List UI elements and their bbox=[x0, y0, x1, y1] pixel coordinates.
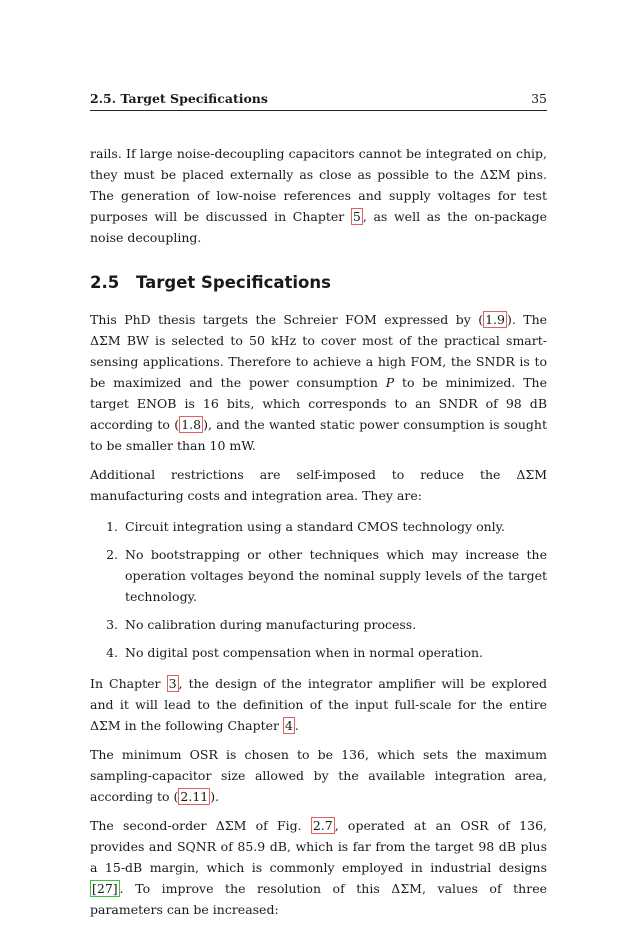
paragraph-restrictions-intro: Additional restrictions are self-imposed to reduce the ΔΣM manufacturing costs and integration area. They are: bbox=[90, 467, 547, 503]
paragraph-fom: This PhD thesis targets the Schreier FOM expressed by ( 1.9 ). The ΔΣM BW is selected to 50 kHz to cover most of the practical smart-sensing applications. Therefore to achieve a high FOM, the SNDR is to be maximized and the power consumption P to be minimized. The target ENOB is 16 bits, which corresponds to an SNDR of 98 dB according to ( 1.8 ), and the wanted static power consumption is sought to be smaller than 10 mW. bbox=[90, 312, 548, 453]
body-text bbox=[90, 143, 547, 928]
equation-1-9-link[interactable]: 1.9 bbox=[485, 312, 505, 327]
chapter-4-link[interactable]: 4 bbox=[284, 718, 293, 733]
variable-p: P bbox=[385, 375, 395, 390]
section-number: 2.5 bbox=[90, 273, 120, 292]
paragraph-sqnr: The second-order ΔΣM of Fig. 2.7 , operated at an OSR of 136, provides and SQNR of 85.9 dB, which is far from the target 98 dB plus a 15-dB margin, which is commonly employed in industrial designs [27] . To improve the resolution of this ΔΣM, values of three parameters can be increased: bbox=[90, 818, 547, 917]
running-header bbox=[90, 91, 547, 111]
figure-2-7-link[interactable]: 2.7 bbox=[312, 818, 333, 833]
paragraph-osr: The minimum OSR is chosen to be 136, which sets the maximum sampling-capacitor size allowed by the available integration area, according to ( 2.11 ). bbox=[90, 747, 547, 804]
page-number: 35 bbox=[531, 91, 547, 106]
list-item: 4. No digital post compensation when in normal operation. bbox=[122, 642, 547, 663]
intro-paragraph: rails. If large noise-decoupling capacitors cannot be integrated on chip, they must be placed externally as close as possible to the ΔΣM pins. The generation of low-noise references and supply voltages for test purposes will be discussed in Chapter 5 , as well as the on-package noise decoupling. bbox=[90, 146, 547, 245]
chapter-3-link[interactable]: 3 bbox=[168, 676, 177, 691]
list-item: 1. Circuit integration using a standard CMOS technology only. bbox=[122, 516, 547, 537]
equation-2-11-link[interactable]: 2.11 bbox=[180, 789, 209, 804]
list-item: 2. No bootstrapping or other techniques which may increase the operation voltages beyond the nominal supply levels of the target technology. bbox=[122, 544, 547, 607]
section-heading bbox=[90, 272, 547, 293]
chapter-5-link[interactable]: 5 bbox=[352, 209, 361, 224]
citation-27-link[interactable]: [27] bbox=[92, 881, 118, 896]
section-title: Target Specifications bbox=[136, 273, 331, 292]
list-item: 3. No calibration during manufacturing process. bbox=[122, 614, 547, 635]
paragraph-chapters: In Chapter 3 , the design of the integrator amplifier will be explored and it will lead to the definition of the input full-scale for the entire ΔΣM in the following Chapter 4 . bbox=[90, 676, 547, 733]
equation-1-8-link[interactable]: 1.8 bbox=[181, 417, 202, 432]
header-section-title: 2.5. Target Specifications bbox=[90, 91, 268, 106]
restrictions-list bbox=[90, 516, 547, 663]
